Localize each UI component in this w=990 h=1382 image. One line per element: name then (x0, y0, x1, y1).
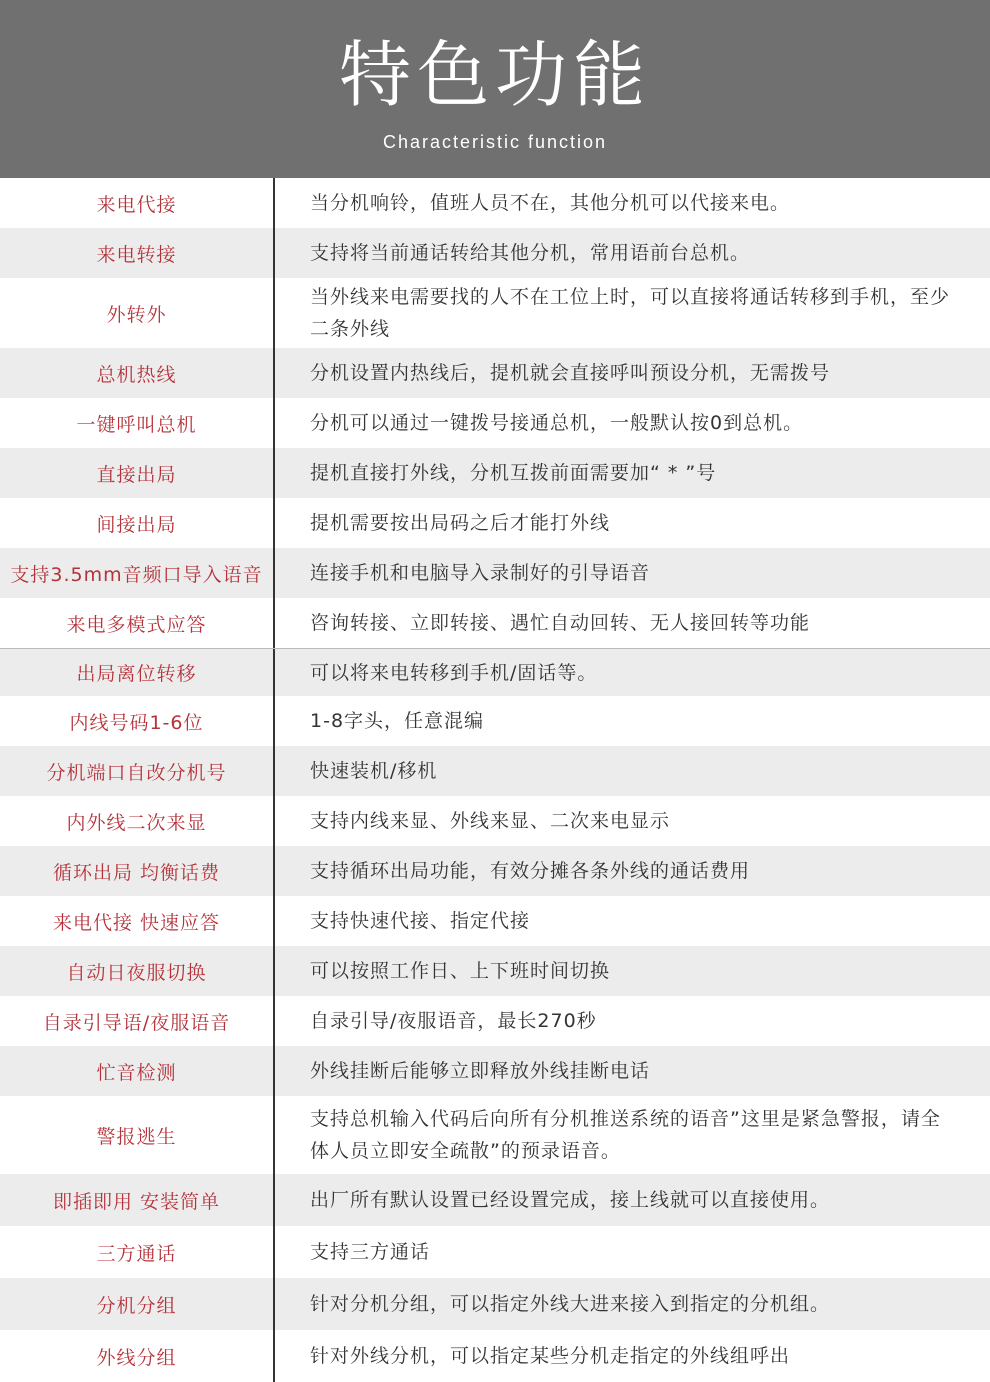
page-subtitle: Characteristic function (382, 132, 608, 152)
feature-description: 分机设置内热线后，提机就会直接呼叫预设分机，无需拨号 (310, 362, 831, 384)
feature-description: 外线挂断后能够立即释放外线挂断电话 (310, 1060, 651, 1082)
feature-description: 出厂所有默认设置已经设置完成，接上线就可以直接使用。 (310, 1189, 831, 1211)
feature-description: 分机可以通过一键拨号接通总机，一般默认按0到总机。 (310, 412, 804, 434)
table-row (0, 1096, 990, 1174)
feature-description: 自录引导/夜服语音，最长270秒 (310, 1010, 597, 1032)
feature-description: 支持快速代接、指定代接 (310, 910, 531, 932)
feature-description: 支持内线来显、外线来显、二次来电显示 (310, 810, 671, 832)
feature-description: 提机需要按出局码之后才能打外线 (310, 512, 611, 534)
feature-name: 外转外 (0, 278, 275, 348)
feature-name: 内线号码1-6位 (0, 696, 275, 746)
feature-name: 分机端口自改分机号 (0, 746, 275, 796)
feature-name: 直接出局 (0, 448, 275, 498)
feature-description: 支持三方通话 (310, 1241, 431, 1263)
feature-description: 支持循环出局功能，有效分摊各条外线的通话费用 (310, 860, 751, 882)
feature-name: 自动日夜服切换 (0, 946, 275, 996)
feature-description: 连接手机和电脑导入录制好的引导语音 (310, 562, 651, 584)
feature-name: 三方通话 (0, 1226, 275, 1278)
table-row (0, 1046, 990, 1096)
feature-name: 来电代接 快速应答 (0, 896, 275, 946)
table-row (0, 1226, 990, 1278)
feature-description: 支持将当前通话转给其他分机，常用语前台总机。 (310, 242, 751, 264)
feature-description: 咨询转接、立即转接、遇忙自动回转、无人接回转等功能 (310, 612, 811, 634)
table-row (0, 746, 990, 796)
table-row (0, 498, 990, 548)
feature-name: 即插即用 安装简单 (0, 1174, 275, 1226)
table-row (0, 996, 990, 1046)
feature-description: 当分机响铃，值班人员不在，其他分机可以代接来电。 (310, 192, 791, 214)
feature-description: 可以将来电转移到手机/固话等。 (310, 661, 598, 684)
feature-name: 分机分组 (0, 1278, 275, 1330)
page-title: 特色功能 (338, 33, 651, 117)
feature-name: 间接出局 (0, 498, 275, 548)
feature-name: 警报逃生 (0, 1096, 275, 1174)
feature-description: 快速装机/移机 (310, 760, 438, 782)
table-row (0, 448, 990, 498)
feature-description: 针对外线分机，可以指定某些分机走指定的外线组呼出 (310, 1345, 791, 1367)
feature-name: 出局离位转移 (0, 649, 275, 696)
feature-description: 提机直接打外线，分机互拨前面需要加“ * ”号 (310, 462, 717, 484)
header-banner (0, 0, 990, 178)
feature-description: 支持总机输入代码后向所有分机推送系统的语音”这里是紧急警报，请全体人员立即安全疏散”的预录语音。 (310, 1108, 941, 1162)
feature-description: 当外线来电需要找的人不在工位上时，可以直接将通话转移到手机，至少二条外线 (310, 286, 951, 340)
feature-name: 总机热线 (0, 348, 275, 398)
table-row (0, 896, 990, 946)
feature-table (0, 178, 990, 1382)
table-row (0, 1330, 990, 1382)
feature-name: 忙音检测 (0, 1046, 275, 1096)
table-row (0, 648, 990, 696)
feature-description: 1-8字头，任意混编 (310, 710, 485, 732)
table-row (0, 1278, 990, 1330)
table-row (0, 228, 990, 278)
table-row (0, 348, 990, 398)
feature-description: 可以按照工作日、上下班时间切换 (310, 960, 611, 982)
table-row (0, 846, 990, 896)
table-row (0, 178, 990, 228)
feature-name: 循环出局 均衡话费 (0, 846, 275, 896)
table-row (0, 278, 990, 348)
feature-name: 自录引导语/夜服语音 (0, 996, 275, 1046)
feature-description: 针对分机分组，可以指定外线大进来接入到指定的分机组。 (310, 1293, 831, 1315)
feature-name: 外线分组 (0, 1330, 275, 1382)
feature-name: 来电转接 (0, 228, 275, 278)
table-row (0, 946, 990, 996)
feature-name: 一键呼叫总机 (0, 398, 275, 448)
table-row (0, 398, 990, 448)
table-row (0, 598, 990, 648)
feature-name: 内外线二次来显 (0, 796, 275, 846)
table-row (0, 1174, 990, 1226)
table-row (0, 548, 990, 598)
feature-name: 来电多模式应答 (0, 598, 275, 648)
table-row (0, 696, 990, 746)
feature-name: 来电代接 (0, 178, 275, 228)
feature-name: 支持3.5mm音频口导入语音 (0, 548, 275, 598)
table-row (0, 796, 990, 846)
